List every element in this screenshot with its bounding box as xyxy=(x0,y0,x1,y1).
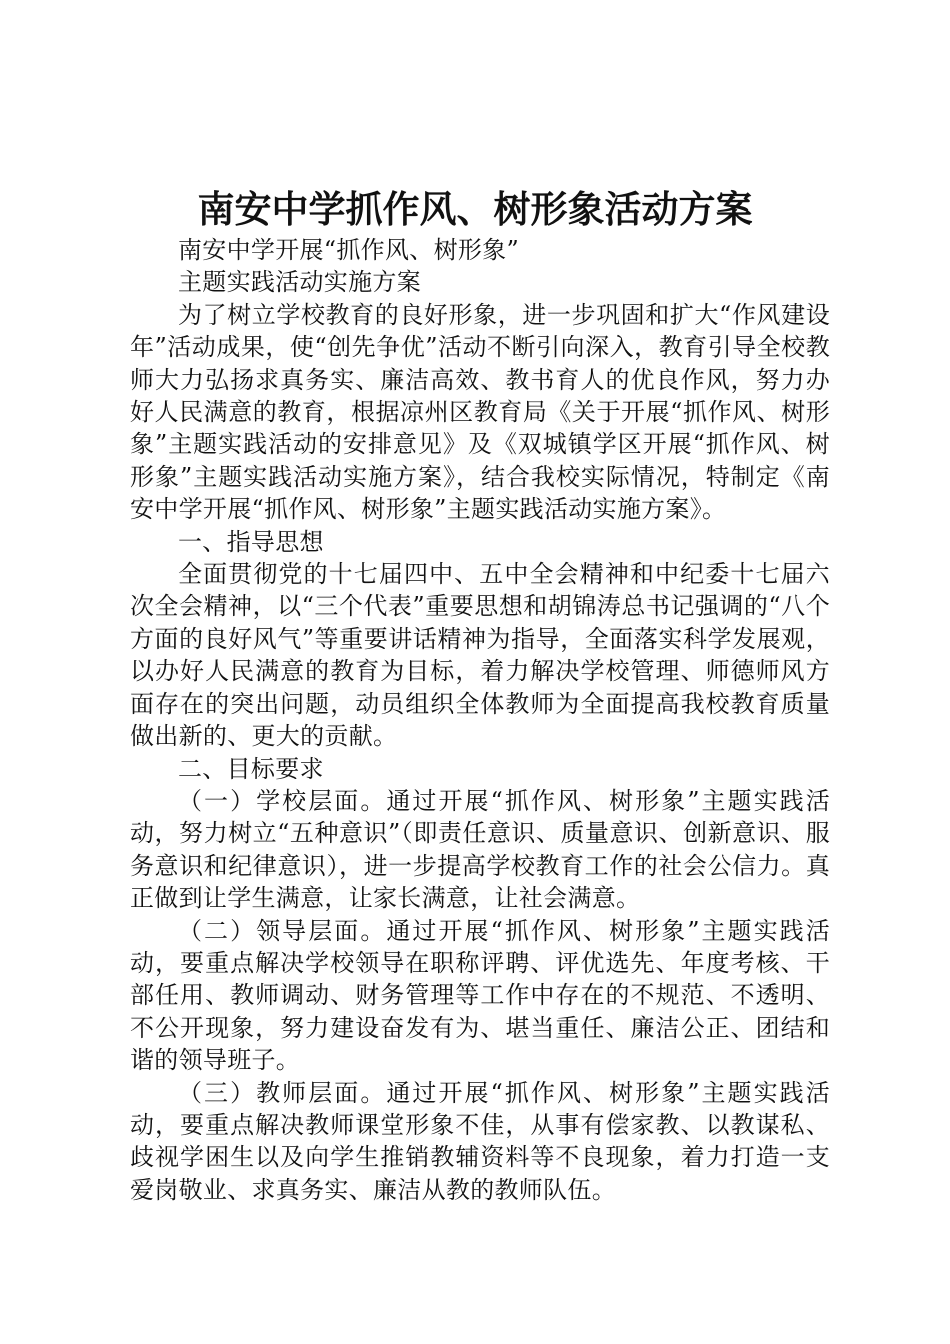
section-heading-goals: 二、目标要求 xyxy=(178,754,324,783)
subtitle-line-1: 南安中学开展“抓作风、树形象” xyxy=(178,236,520,264)
section-heading-guiding-ideology: 一、指导思想 xyxy=(178,527,324,556)
goal-school-level-paragraph: （一）学校层面。通过开展“抓作风、树形象”主题实践活动，努力树立“五种意识”（即责任意识、质量意识、创新意识、服务意识和纪律意识），进一步提高学校教育工作的社会公信力。真正做到让学生满意，让家长满意，让社会满意。 xyxy=(130,786,830,913)
goal-teacher-level-paragraph: （三）教师层面。通过开展“抓作风、树形象”主题实践活动，要重点解决教师课堂形象不佳，从事有偿家教、以教谋私、歧视学困生以及向学生推销教辅资料等不良现象，着力打造一支爱岗敬业、求真务实、廉洁从教的教师队伍。 xyxy=(130,1078,830,1204)
document-title: 南安中学抓作风、树形象活动方案 xyxy=(197,187,753,231)
subtitle-line-2: 主题实践活动实施方案 xyxy=(178,268,421,297)
guiding-ideology-paragraph: 全面贯彻党的十七届四中、五中全会精神和中纪委十七届六次全会精神，以“三个代表”重要思想和胡锦涛总书记强调的“八个方面的良好风气”等重要讲话精神为指导，全面落实科学发展观，以办好人民满意的教育为目标，着力解决学校管理、师德师风方面存在的突出问题，动员组织全体教师为全面提高我校教育质量做出新的、更大的贡献。 xyxy=(130,560,830,751)
document-body xyxy=(130,234,830,1206)
goal-leadership-level-paragraph: （二）领导层面。通过开展“抓作风、树形象”主题实践活动，要重点解决学校领导在职称评聘、评优选先、年度考核、干部任用、教师调动、财务管理等工作中存在的不规范、不透明、不公开现象，努力建设奋发有为、堪当重任、廉洁公正、团结和谐的领导班子。 xyxy=(130,916,830,1075)
intro-paragraph: 为了树立学校教育的良好形象，进一步巩固和扩大“作风建设年”活动成果，使“创先争优”活动不断引向深入，教育引导全校教师大力弘扬求真务实、廉洁高效、教书育人的优良作风，努力办好人民满意的教育，根据凉州区教育局《关于开展“抓作风、树形象”主题实践活动的安排意见》及《双城镇学区开展“抓作风、树形象”主题实践活动实施方案》，结合我校实际情况，特制定《南安中学开展“抓作风、树形象”主题实践活动实施方案》。 xyxy=(130,300,830,524)
